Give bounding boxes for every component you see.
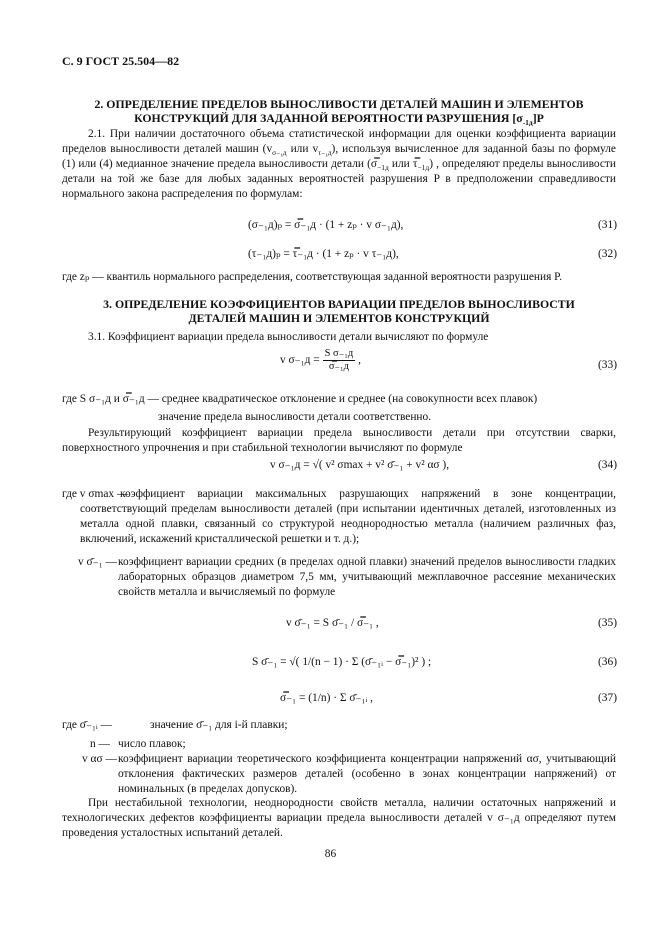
equation-32-number: (32)	[598, 248, 617, 260]
definition-34-b-label: v σ̄₋₁ —	[78, 556, 117, 568]
section-3-title-line2: ДЕТАЛЕЙ МАШИН И ЭЛЕМЕНТОВ КОНСТРУКЦИЙ	[188, 311, 490, 325]
equation-37-number: (37)	[598, 692, 617, 704]
paragraph-2-1: 2.1. При наличии достаточного объема статистической информации для оценки коэффициента вариации пределов выносливости деталей машин ($v_{\sigma_{-1}д}$ или $v_{\tau_{-1}д}$), используя вычисленное для заданной базы по формуле (1) или (4) медианное значение предела выносливости детали ($\sigma̿_{-1д}$ или $\tau̿_{-1д}$) , определяют пределы выносливости детали на той же базе для любых заданных вероятностей разрушения P в предположении справедливости нормального закона распределения по формулам:	[62, 128, 616, 200]
equation-34-number: (34)	[598, 459, 617, 471]
equation-34: v σ₋₁д = √( v² σmax + v² σ̄₋₁ + v² ασ ),	[270, 459, 450, 471]
equation-35: v σ̄₋₁ = S σ̄₋₁ / σ̿₋₁ ,	[286, 617, 379, 629]
equation-36: S σ̄₋₁ = √( 1/(n − 1) · Σ (σ̄₋₁ᵢ − σ̿₋₁)² ) ;	[252, 656, 432, 668]
equation-32: (τ₋₁д)ₚ = τ̿₋₁д · (1 + zₚ · v τ₋₁д),	[248, 248, 399, 260]
definition-37-a-label: где σ̄₋₁ᵢ —	[62, 719, 113, 731]
definition-34-b-text: коэффициент вариации средних (в пределах одной плавки) значений пределов выносливости гладких лабораторных образцов диаметром 7,5 мм, учитывающий межплавочное рассеяние механических свойств металла и вычисляемый по формуле	[118, 556, 616, 598]
paragraph-resulting-coefficient: Результирующий коэффициент вариации предела выносливости детали при отсутствии сварки, поверхностного упрочнения и при стабильной технологии вычисляют по формуле	[62, 427, 616, 454]
page-number: 86	[324, 848, 337, 860]
page-header: С. 9 ГОСТ 25.504—82	[62, 54, 180, 68]
equation-33: v σ₋₁д = S σ₋₁д σ̿₋₁д ,	[280, 348, 361, 372]
section-2-title-line1: 2. ОПРЕДЕЛЕНИЕ ПРЕДЕЛОВ ВЫНОСЛИВОСТИ ДЕТАЛЕЙ МАШИН И ЭЛЕМЕНТОВ	[94, 97, 584, 111]
section-2-title-line2: КОНСТРУКЦИЙ ДЛЯ ЗАДАННОЙ ВЕРОЯТНОСТИ РАЗРУШЕНИЯ $[\sigma_{-1д}]P$	[134, 111, 544, 127]
section-3-title-line1: 3. ОПРЕДЕЛЕНИЕ КОЭФФИЦИЕНТОВ ВАРИАЦИИ ПРЕДЕЛОВ ВЫНОСЛИВОСТИ	[103, 297, 575, 311]
definition-33-line2: значение предела выносливости детали соответственно.	[158, 411, 432, 423]
equation-35-number: (35)	[598, 617, 617, 629]
equation-31-number: (31)	[598, 219, 617, 231]
definition-37-c-label: v ασ —	[82, 753, 117, 765]
equation-37: σ̿₋₁ = (1/n) · Σ σ̄₋₁ᵢ ,	[280, 692, 374, 704]
paragraph-unstable-technology: При нестабильной технологии, неоднородности свойств металла, наличии остаточных напряжений и технологических дефектов коэффициенты вариации предела выносливости деталей v σ₋₁д определяют путем проведения усталостных испытаний деталей.	[62, 797, 616, 839]
equation-33-number: (33)	[598, 359, 617, 371]
definition-37-b-text: число плавок;	[118, 738, 186, 750]
definition-34-a-text: коэффициент вариации максимальных разрушающих напряжений в зоне концентрации, соответствующий пределам выносливости деталей (при испытании идентичных деталей, изготовленных из металла одной плавки, связанный со структурой неоднородностью металла (наличием различных фаз, включений, искажений кристаллической решетки и т. д.);	[80, 488, 616, 545]
definition-37-b-label: n —	[90, 738, 110, 750]
definition-34-a-label: где v σmax —	[62, 488, 129, 500]
equation-36-number: (36)	[598, 656, 617, 668]
paragraph-zp-definition: где zₚ — квантиль нормального распределения, соответствующая заданной вероятности разрушения P.	[62, 271, 563, 283]
definition-37-c-text: коэффициент вариации теоретического коэффициента концентрации напряжений ασ, учитывающий отклонения фактических размеров деталей (особенно в зонах концентрации напряжений) от номинальных (в пределах допусков).	[118, 753, 616, 795]
paragraph-3-1: 3.1. Коэффициент вариации предела выносливости детали вычисляют по формуле	[88, 331, 489, 343]
definition-33-line1: где S σ₋₁д и σ̿₋₁д — среднее квадратическое отклонение и среднее (на совокупности всех плавок)	[62, 393, 538, 405]
definition-37-a-text: значение σ̄₋₁ для i-й плавки;	[150, 719, 288, 731]
equation-31: (σ₋₁д)ₚ = σ̿₋₁д · (1 + zₚ · v σ₋₁д),	[248, 219, 404, 231]
